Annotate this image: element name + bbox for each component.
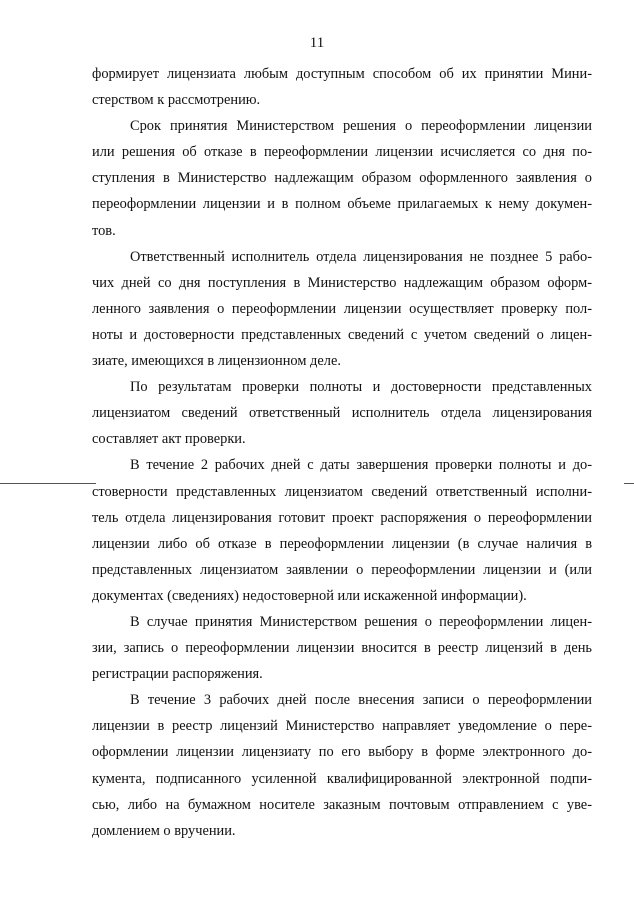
text-line: документах (сведениях) недостоверной или искаженной информации). [92, 587, 527, 604]
text-line: стерством к рассмотрению. [92, 92, 261, 109]
text-line: ступления в Министерство надлежащим образом оформленного заявления о [92, 170, 592, 187]
text-line: тель отдела лицензирования готовит проект распоряжения о переоформлении [92, 509, 592, 526]
text-line: составляет акт проверки. [92, 431, 246, 448]
text-line: домлением о вручении. [92, 822, 236, 839]
text-line: лицензии либо об отказе в переоформлении лицензии (в случае наличия в [92, 535, 592, 552]
text-line: лицензии в реестр лицензий Министерство направляет уведомление о пере- [92, 718, 592, 735]
text-line: ноты и достоверности представленных сведений с учетом сведений о лицен- [92, 326, 592, 343]
text-line: В случае принятия Министерством решения о переоформлении лицен- [130, 613, 592, 630]
text-line: зиате, имеющихся в лицензионном деле. [92, 353, 341, 370]
document-body [92, 61, 592, 844]
text-line: Ответственный исполнитель отдела лицензирования не позднее 5 рабо- [130, 248, 592, 265]
text-line: представленных лицензиатом заявлении о переоформлении лицензии и (или [92, 561, 592, 578]
text-line: переоформлении лицензии и в полном объеме прилагаемых к нему докумен- [92, 196, 592, 213]
text-line: стоверности представленных лицензиатом сведений ответственный исполни- [92, 483, 592, 500]
text-line: или решения об отказе в переоформлении лицензии исчисляется со дня по- [92, 144, 592, 161]
text-line: сью, либо на бумажном носителе заказным почтовым отправлением с уве- [92, 796, 592, 813]
text-line: лицензиатом сведений ответственный исполнитель отдела лицензирования [92, 405, 592, 422]
text-line: формирует лицензиата любым доступным способом об их принятии Мини- [92, 66, 592, 82]
text-line: По результатам проверки полноты и достоверности представленных [130, 379, 592, 396]
text-line: чих дней со дня поступления в Министерство надлежащим образом оформ- [92, 274, 592, 291]
text-line: В течение 3 рабочих дней после внесения записи о переоформлении [130, 692, 592, 709]
text-line: Срок принятия Министерством решения о переоформлении лицензии [130, 118, 592, 135]
page-number: 11 [309, 35, 325, 51]
text-line: ленного заявления о переоформлении лицензии осуществляет проверку пол- [92, 300, 592, 317]
text-line: кумента, подписанного усиленной квалифицированной электронной подпи- [92, 770, 592, 787]
text-line: оформлении лицензии лицензиату по его выбору в форме электронного до- [92, 744, 592, 761]
text-line: зии, запись о переоформлении лицензии вносится в реестр лицензий в день [92, 640, 592, 657]
text-line: тов. [92, 222, 116, 239]
scan-margin-tick [624, 483, 634, 484]
text-line: В течение 2 рабочих дней с даты завершения проверки полноты и до- [130, 457, 592, 474]
text-line: регистрации распоряжения. [92, 666, 263, 683]
scan-margin-line [0, 483, 96, 484]
